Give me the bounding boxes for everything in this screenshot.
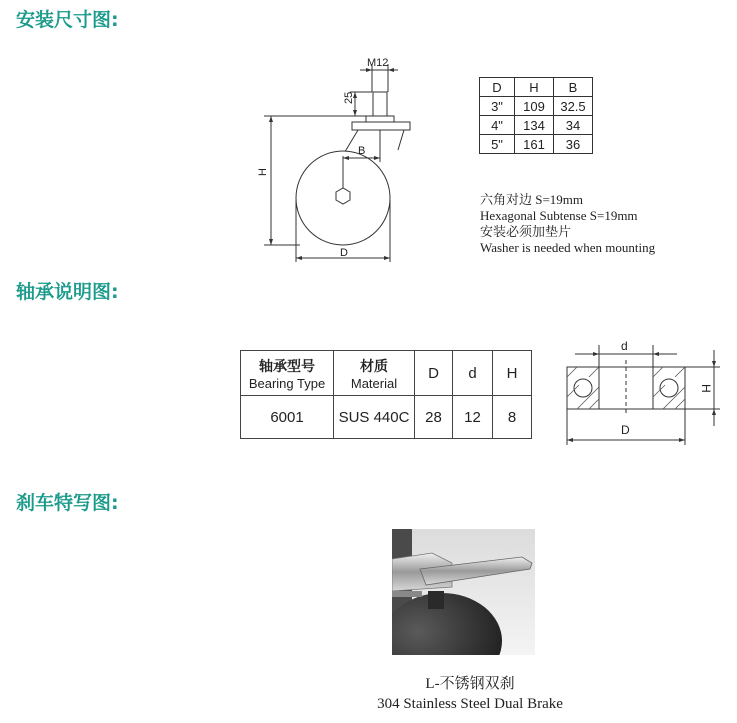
thread-label: M12 — [367, 57, 389, 69]
table-cell: 36 — [554, 135, 593, 154]
header-cell: D — [480, 78, 515, 97]
install-section-title: 安装尺寸图: — [16, 9, 119, 31]
note-line: 六角对边 S=19mm — [480, 192, 584, 207]
height-label: H — [257, 168, 269, 176]
table-row — [480, 97, 593, 116]
caster-drawing — [250, 50, 420, 265]
table-cell: 109 — [515, 97, 554, 116]
header-cell — [334, 351, 415, 396]
header-cn: 材质 — [360, 357, 388, 374]
header-en: Bearing Type — [248, 375, 326, 391]
header-cell: D — [415, 351, 453, 396]
table-cell: 34 — [554, 116, 593, 135]
table-row — [480, 116, 593, 135]
table-cell: 32.5 — [554, 97, 593, 116]
table-cell: 161 — [515, 135, 554, 154]
table-cell: 4" — [480, 116, 515, 135]
inner-diameter-label: d — [621, 339, 628, 353]
header-cell: H — [493, 351, 532, 396]
brake-caption-en: 304 Stainless Steel Dual Brake — [377, 696, 563, 712]
header-cn: 轴承型号 — [259, 357, 315, 374]
note-line: Washer is needed when mounting — [480, 240, 656, 255]
header-cell: d — [453, 351, 493, 396]
outer-diameter-label: D — [621, 423, 630, 437]
dimension-table — [479, 77, 593, 154]
table-cell: 12 — [453, 396, 493, 439]
bearing-table — [240, 350, 532, 439]
table-row — [241, 396, 532, 439]
bearing-section-title: 轴承说明图: — [16, 281, 119, 303]
stem-label: 25 — [343, 91, 355, 104]
diameter-label: D — [340, 247, 348, 259]
header-cell: H — [515, 78, 554, 97]
brake-photo — [392, 529, 535, 655]
note-line: 安装必须加垫片 — [480, 224, 572, 239]
table-row — [480, 135, 593, 154]
table-cell: 5" — [480, 135, 515, 154]
note-line: Hexagonal Subtense S=19mm — [480, 208, 638, 223]
offset-label: B — [358, 145, 366, 157]
table-cell: 6001 — [241, 396, 334, 439]
header-en: Material — [350, 375, 398, 391]
bearing-drawing — [555, 335, 725, 447]
table-cell: 28 — [415, 396, 453, 439]
table-cell: 3" — [480, 97, 515, 116]
table-cell: 8 — [493, 396, 532, 439]
mounting-notes — [480, 192, 655, 256]
table-header-row — [480, 78, 593, 97]
brake-section-title: 刹车特写图: — [16, 492, 119, 514]
brake-caption-cn: L-不锈钢双刹 — [425, 676, 515, 692]
header-cell — [241, 351, 334, 396]
table-cell: 134 — [515, 116, 554, 135]
table-header-row — [241, 351, 532, 396]
table-cell: SUS 440C — [334, 396, 415, 439]
header-cell: B — [554, 78, 593, 97]
bearing-height-label: H — [699, 384, 713, 393]
